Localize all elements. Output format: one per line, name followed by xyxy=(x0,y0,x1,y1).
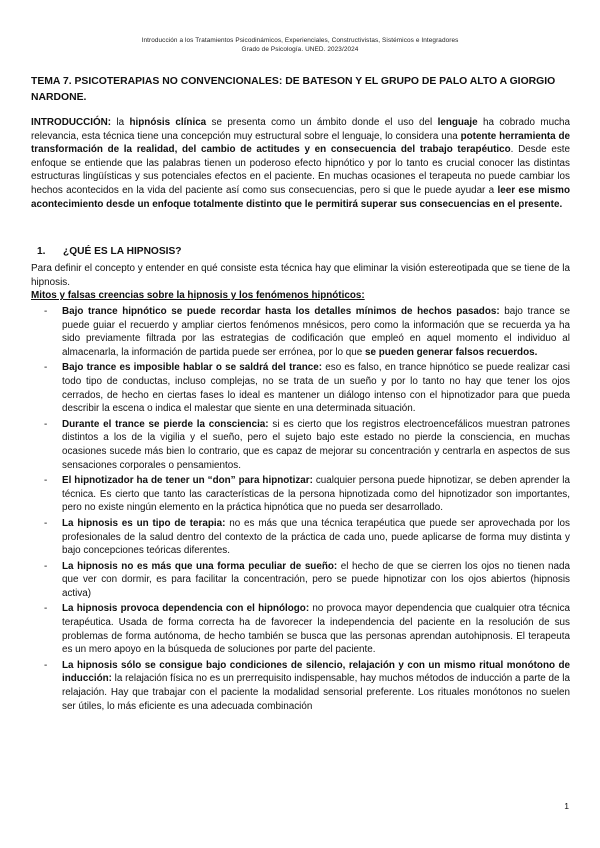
bullet-dash: - xyxy=(44,659,48,671)
list-item xyxy=(31,361,570,415)
bullet-dash: - xyxy=(44,306,48,317)
section-title: ¿QUÉ ES LA HIPNOSIS? xyxy=(63,246,182,257)
list-item xyxy=(31,418,570,472)
myth-statement: Durante el trance se pierde la consciencia: xyxy=(62,418,269,430)
chapter-title: TEMA 7. PSICOTERAPIAS NO CONVENCIONALES: DE BATESON Y EL GRUPO DE PALO ALTO A GIORGIO NARDONE. xyxy=(31,76,556,103)
header-degree-line: Grado de Psicología. UNED. 2023/2024 xyxy=(241,46,359,53)
bullet-dash: - xyxy=(44,362,48,374)
page-number: 1 xyxy=(564,801,569,811)
intro-bold-2: lenguaje xyxy=(437,117,478,128)
intro-bold-3: potente herramienta de transformación de la realidad, del cambio de actitudes y en consecuencia del trabajo terapéutico xyxy=(31,130,570,156)
intro-text-4: . Desde este enfoque se entiende que las palabras tienen un poderoso efecto hipnótico y por lo tanto es crucial conocer las distintas estructuras lingüísticas y sus potenciales efectos en el paciente. En muchas ocasiones el terapeuta no puede cambiar los hechos acontecidos en la vida del paciente así como sus consecuencias, pero si que le puede ayudar a xyxy=(31,144,571,196)
myth-statement: La hipnosis no es más que una forma peculiar de sueño: xyxy=(62,560,338,572)
bullet-dash: - xyxy=(44,418,48,430)
myths-heading: Mitos y falsas creencias sobre la hipnosis y los fenómenos hipnóticos: xyxy=(31,290,365,301)
list-item xyxy=(31,305,570,359)
intro-bold-1: hipnósis clínica xyxy=(129,117,207,128)
running-header xyxy=(0,36,600,54)
bullet-dash: - xyxy=(44,475,48,487)
section-intro-paragraph: Para definir el concepto y entender en qué consiste esta técnica hay que eliminar la visión estereotipada que se tiene de la hipnosis. xyxy=(31,263,570,288)
bullet-dash: - xyxy=(44,517,48,529)
myth-explanation: la relajación física no es un prerrequisito indispensable, hay muchos métodos de inducción a parte de la relajación. Hay que trabajar con el paciente la modalidad sensorial preferente. Los rituales monótonos no suelen ser útiles, lo más eficiente es una adecuada combinación xyxy=(62,673,570,712)
myth-statement: Bajo trance hipnótico se puede recordar hasta los detalles mínimos de hechos pasados: xyxy=(62,306,500,317)
list-item xyxy=(31,560,570,601)
myth-statement: El hipnotizador ha de tener un “don” para hipnotizar: xyxy=(62,475,313,487)
myth-explanation: el hecho de que se cierren los ojos no tienen nada que ver con dormir, es para facilitar la concentración, pero se puede hipnotizar con los ojos abiertos (hipnosis activa) xyxy=(62,560,570,599)
intro-label: INTRODUCCIÓN: xyxy=(31,117,112,128)
header-course-title: Introducción a los Tratamientos Psicodinámicos, Experienciales, Constructivistas, Sistémicos e Integradores xyxy=(141,37,459,44)
myth-emphasis: se pueden generar falsos recuerdos. xyxy=(365,346,538,358)
myths-list xyxy=(31,305,570,715)
bullet-dash: - xyxy=(44,560,48,572)
section-heading xyxy=(37,246,182,257)
myth-statement: Bajo trance es imposible hablar o se saldrá del trance: xyxy=(62,362,323,374)
myth-explanation: eso es falso, en trance hipnótico se puede realizar casi todo tipo de conductas, incluso complejas, no se trata de un sueño y por lo tanto no hay que tener los ojos cerrados, de hecho en ciertas fases lo ideal es mantener un diálogo intenso con el hipnotizador para que pueda describir la escena o indica el malestar que siente en una determinada situación. xyxy=(62,362,570,415)
intro-text-2: se presenta como un ámbito donde el uso del xyxy=(206,117,438,128)
myth-explanation: si es cierto que los registros electroencefálicos muestran patrones distintos a los de la vigilia y el sueño, pero el sujeto bajo este estado no pierde la consciencia, en muchas ocasiones sucede más bien lo contrario, que es capaz de mejorar su concentración y centrarla en aspectos de sus sensaciones corporales o pensamientos. xyxy=(62,418,570,471)
list-item xyxy=(31,659,570,713)
intro-bold-4: leer ese mismo acontecimiento desde un enfoque totalmente distinto que le permitirá superar sus consecuencias en el presente. xyxy=(31,184,570,210)
myth-explanation: no provoca mayor dependencia que cualquier otra técnica terapéutica. Usada de forma correcta ha de favorecer la independencia del paciente en la resolución de sus problemas de forma autónoma, de hecho también se busca que las personas aprendan autohipnosis. El terapeuta es un mero apoyo en la búsqueda de soluciones por parte del paciente. xyxy=(62,603,570,656)
myth-statement: La hipnosis sólo se consigue bajo condiciones de silencio, relajación y con un mismo ritual monótono de inducción: xyxy=(62,659,570,685)
myth-statement: La hipnosis provoca dependencia con el hipnólogo: xyxy=(62,603,310,615)
section-number: 1. xyxy=(37,246,46,257)
list-item xyxy=(31,474,570,515)
myth-explanation: cualquier persona puede hipnotizar, se deben aprender la técnica. Es cierto que tanto las características de la persona hipnotizada como del hipnotizador son importantes, pero no existe ningún elemento en la práctica hipnótica que no pueda ser desarrollado. xyxy=(62,475,570,514)
myth-explanation: bajo trance se puede guiar el recuerdo y ampliar ciertos fenómenos mnésicos, pero como la información que se recuerda ya ha sido previamente filtrada por las estrategias de codificación que empleó en aquel momento el individuo al almacenarla, la información de partida puede ser errónea, por lo que xyxy=(62,306,570,358)
list-item xyxy=(31,517,570,558)
intro-text-3: ha cobrado mucha relevancia, esta técnica tiene una concepción muy estructural sobre el lenguaje, lo considera una xyxy=(31,117,571,142)
bullet-dash: - xyxy=(44,603,48,615)
myth-explanation: no es más que una técnica terapéutica que puede ser aprovechada por los profesionales de la salud dentro del contexto de la práctica de cada uno, puede aplicarse de forma muy distinta y bajo concepciones teóricas diferentes. xyxy=(62,517,570,557)
intro-text-1: la xyxy=(111,117,130,128)
list-item xyxy=(31,602,570,656)
myth-statement: La hipnosis es un tipo de terapia: xyxy=(62,517,226,529)
intro-paragraph xyxy=(31,116,570,211)
